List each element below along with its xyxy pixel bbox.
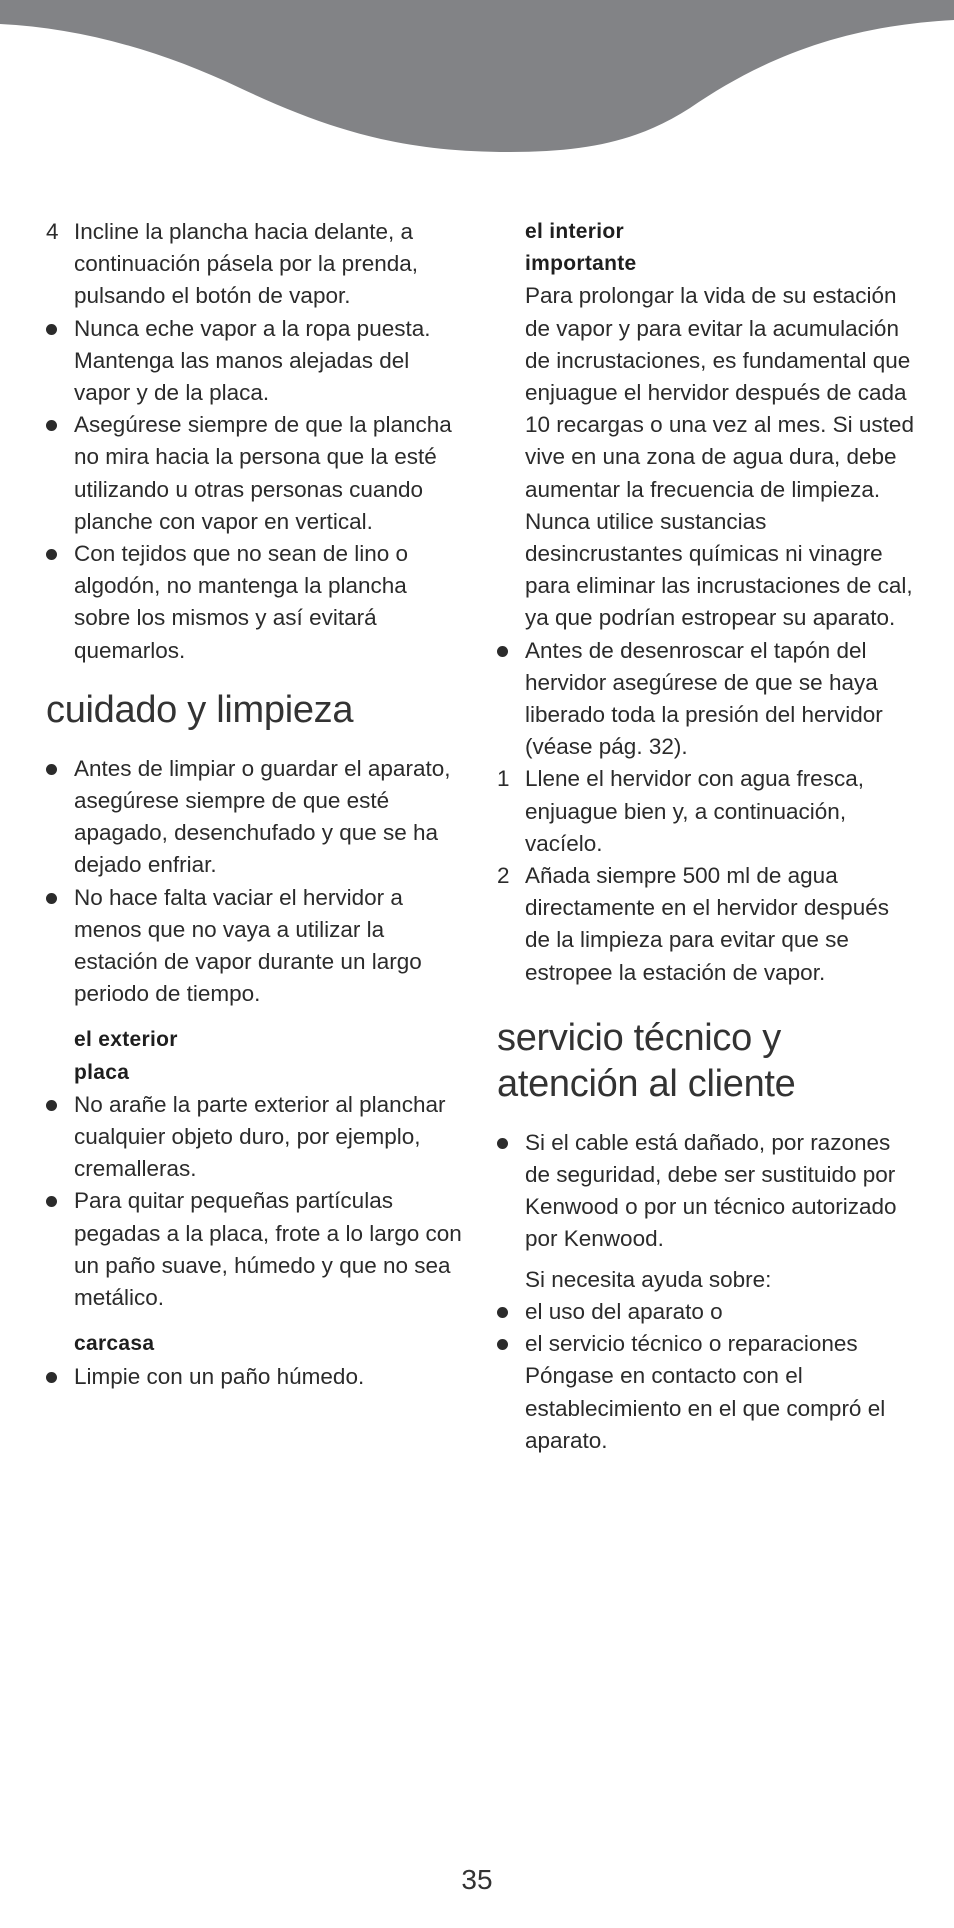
bullet-icon: [46, 1372, 57, 1383]
bullet-icon: [46, 893, 57, 904]
list-item: [46, 216, 466, 313]
list-item: [46, 753, 466, 882]
bullet-icon: [46, 1100, 57, 1111]
list-item-text: No arañe la parte exterior al planchar cualquier objeto duro, por ejemplo, cremalleras.: [74, 1091, 446, 1182]
care-list: [46, 753, 466, 1011]
bullet-icon: [46, 1196, 57, 1207]
list-item-text: Añada siempre 500 ml de agua directamente en el hervidor después de la limpieza para evitar que se estropee la estación de vapor.: [525, 863, 889, 985]
section-heading-service: [497, 1015, 917, 1107]
list-item-text: Si el cable está dañado, por razones de seguridad, debe ser sustituido por Kenwood o por un técnico autorizado por Kenwood.: [525, 1129, 897, 1252]
bullet-icon: [46, 420, 57, 431]
list-item-text: No hace falta vaciar el hervidor a menos que no vaya a utilizar la estación de vapor durante un largo periodo de tiempo.: [74, 884, 422, 1007]
subheading-carcasa: carcasa: [74, 1332, 155, 1356]
list-item-text: el servicio técnico o reparaciones Póngase en contacto con el establecimiento en el que compró el aparato.: [525, 1331, 886, 1453]
list-item: [46, 538, 466, 667]
list-item-text: Limpie con un paño húmedo.: [74, 1363, 365, 1389]
bullet-icon: [46, 549, 57, 560]
left-column: [46, 216, 466, 1393]
list-item-text: Llene el hervidor con agua fresca, enjuague bien y, a continuación, vacíelo.: [525, 766, 864, 856]
list-item: [497, 860, 917, 989]
placa-list: [46, 1089, 466, 1314]
list-item-text: Con tejidos que no sean de lino o algodón, no mantenga la plancha sobre los mismos y así evitará quemarlos.: [74, 541, 408, 663]
list-item: [46, 1361, 466, 1393]
help-list: [497, 1296, 917, 1457]
bullet-icon: [497, 646, 508, 657]
bullet-icon: [497, 1138, 508, 1149]
bullet-icon: [497, 1339, 508, 1350]
help-intro: Si necesita ayuda sobre:: [525, 1266, 772, 1292]
list-item: [497, 1127, 917, 1256]
section-heading-service-line1: servicio técnico y: [497, 1016, 781, 1059]
list-item-text: Antes de limpiar o guardar el aparato, asegúrese siempre de que esté apagado, desenchufado y que se ha dejado enfriar.: [74, 755, 451, 878]
importante-paragraph: Para prolongar la vida de su estación de vapor y para evitar la acumulación de incrustaciones, es fundamental que enjuague el hervidor después de cada 10 recargas o una vez al mes. Si usted vive en una zona de agua dura, debe aumentar la frecuencia de limpieza. Nunca utilice sustancias desincrustantes químicas ni vinagre para eliminar las incrustaciones de cal, ya que podrían estropear su aparato.: [525, 283, 914, 631]
list-item: [46, 882, 466, 1011]
list-item: [497, 1328, 917, 1457]
list-item: [46, 1089, 466, 1186]
list-item-text: Para quitar pequeñas partículas pegadas a la placa, frote a lo largo con un paño suave, húmedo y que no sea metálico.: [74, 1188, 462, 1311]
list-item: [497, 1296, 917, 1328]
bullet-icon: [46, 764, 57, 775]
section-heading-care: cuidado y limpieza: [46, 688, 354, 731]
intro-list: [46, 216, 466, 667]
bullet-icon: [497, 1307, 508, 1318]
step-number: 4: [46, 219, 59, 244]
subheading-exterior: el exterior: [74, 1028, 178, 1052]
list-item: [46, 1185, 466, 1314]
list-item: [46, 313, 466, 410]
list-item-text: Asegúrese siempre de que la plancha no mira hacia la persona que la esté utilizando u otras personas cuando planche con vapor en vertical.: [74, 412, 452, 534]
bullet-icon: [46, 324, 57, 335]
list-item-text: el uso del aparato o: [525, 1298, 723, 1324]
header-wave-band: [0, 0, 954, 160]
list-item: [497, 635, 917, 764]
list-item: [46, 409, 466, 538]
subheading-interior: el interior: [525, 220, 624, 243]
step-number: 2: [497, 863, 510, 889]
list-item-text: Antes de desenroscar el tapón del hervidor asegúrese de que se haya liberado toda la presión del hervidor (véase pág. 32).: [525, 637, 883, 760]
right-column: [497, 216, 917, 1457]
step-number: 1: [497, 766, 510, 792]
service-list: [497, 1127, 917, 1256]
interior-list: [497, 635, 917, 989]
page-number: 35: [461, 1864, 493, 1895]
list-item: [497, 763, 917, 860]
list-item-text: Nunca eche vapor a la ropa puesta. Mantenga las manos alejadas del vapor y de la placa.: [74, 315, 431, 406]
carcasa-list: [46, 1361, 466, 1393]
subheading-importante: importante: [525, 252, 637, 276]
list-item-text: Incline la plancha hacia delante, a continuación pásela por la prenda, pulsando el botón de vapor.: [74, 219, 418, 309]
section-heading-service-line2: atención al cliente: [497, 1062, 796, 1105]
subheading-placa: placa: [74, 1060, 130, 1084]
